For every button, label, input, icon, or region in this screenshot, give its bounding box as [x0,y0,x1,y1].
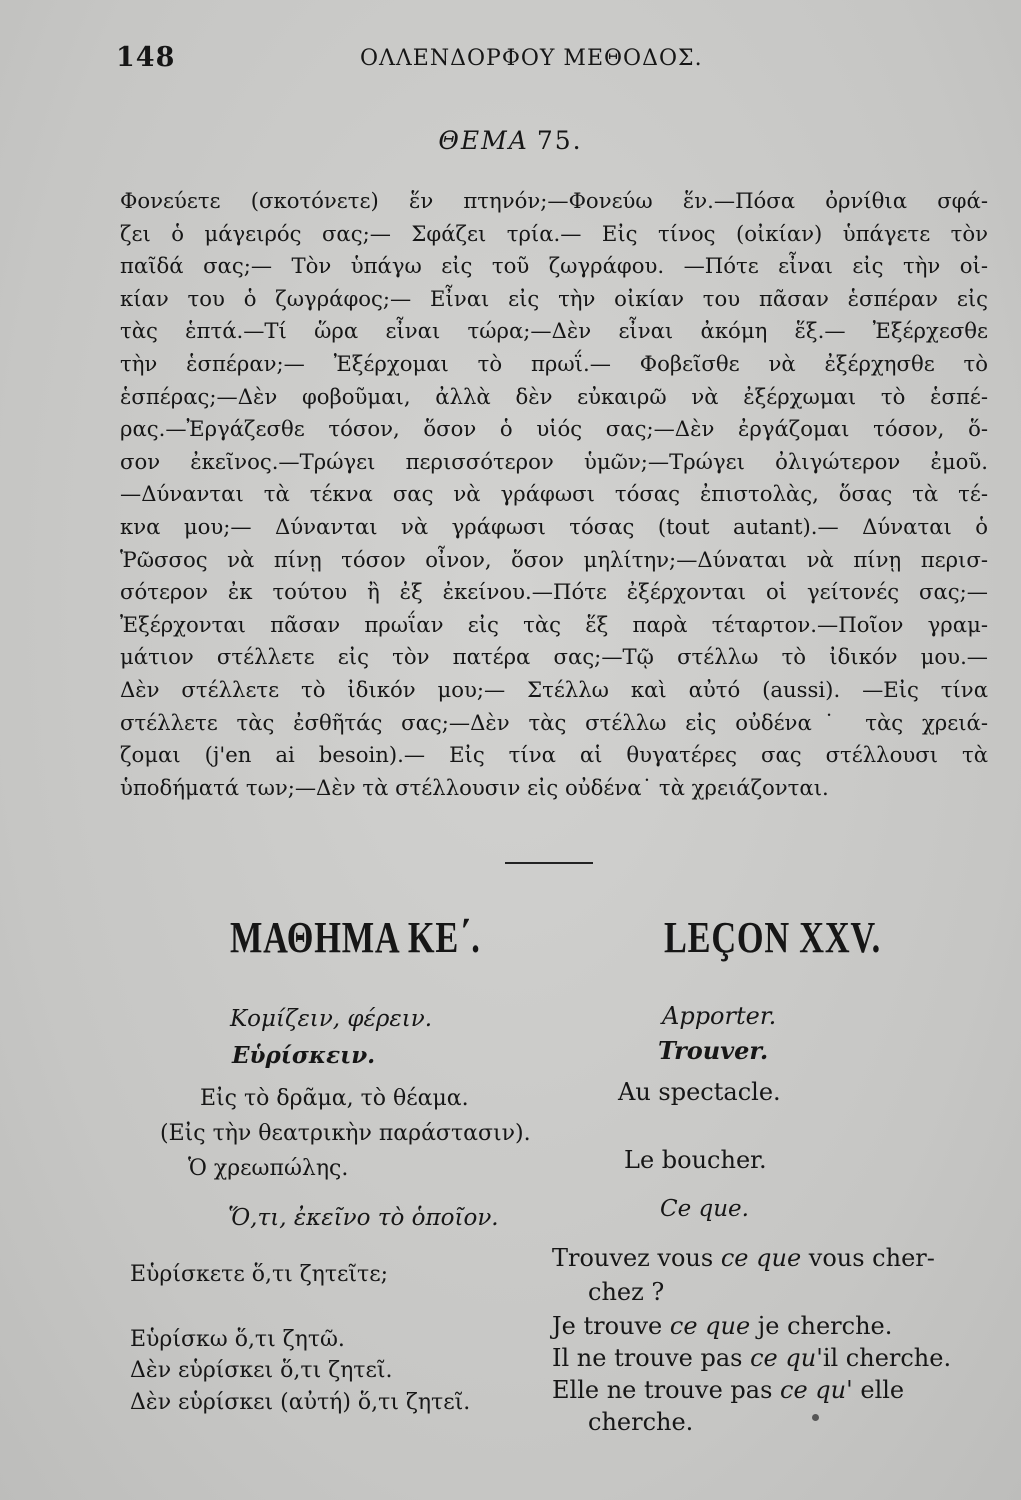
french-apporter: Apporter. [662,1002,777,1030]
french-example-2-emphasis: ce que [669,1312,751,1340]
exercise-line: τὴν ἑσπέραν;— Ἐξέρχομαι τὸ πρωΐ.— Φοβεῖσθε νὰ ἐξέρχησθε τὸ [120,350,988,376]
greek-spectacle-line1: Εἰς τὸ δρᾶμα, τὸ θέαμα. [200,1086,469,1111]
french-example-1 [552,1244,935,1272]
exercise-line: μάτιον στέλλετε εἰς τὸν πατέρα σας;—Τῷ στέλλω τὸ ἰδικόν μου.— [120,644,988,670]
french-example-3-emphasis: ce qu' [750,1344,823,1372]
exercise-line: ζει ὁ μάγειρός σας;— Σφάζει τρία.— Εἰς τίνος (οἰκίαν) ὑπάγετε τὸν [120,220,988,246]
french-example-1-text-a: Trouvez vous [552,1244,721,1272]
greek-verbs-line1: Κομίζειν, φέρειν. [230,1006,433,1032]
french-example-4-text-c: elle [852,1376,905,1404]
greek-verbs-line2: Εὑρίσκειν. [232,1042,376,1069]
theme-heading [0,126,1021,155]
french-example-4 [552,1376,904,1404]
french-example-1-text-c: vous cher- [801,1244,935,1272]
exercise-line: σον ἐκεῖνος.—Τρώγει περισσότερον ὑμῶν;—Τρώγει ὀλιγώτερον ἐμοῦ. [120,448,988,474]
exercise-line: Δὲν στέλλετε τὸ ἰδικόν μου;— Στέλλω καὶ αὐτό (aussi). —Εἰς τίνα [120,676,988,702]
exercise-line: ὑποδήματά των;—Δὲν τὰ στέλλουσιν εἰς οὐδένα˙ τὰ χρειάζονται. [120,774,829,800]
exercise-line: κνα μου;— Δύνανται νὰ γράφωσι τόσας (tout autant).— Δύναται ὁ [120,513,988,539]
lesson-title-french: LEÇON XXV. [664,913,881,962]
lesson-title-greek: ΜΑΘΗΜΑ ΚΕ΄. [230,913,481,962]
exercise-line: —Δύνανται τὰ τέκνα σας νὰ γράφωσι τόσας ἐπιστολὰς, ὅσας τὰ τέ- [120,481,988,507]
french-example-2-text-c: je cherche. [750,1312,893,1340]
french-example-3 [552,1344,951,1372]
french-example-4-emphasis: ce qu' [780,1376,853,1404]
greek-example-4: Δὲν εὑρίσκει (αὐτή) ὅ,τι ζητεῖ. [130,1390,471,1415]
page-header [110,42,940,82]
greek-butcher: Ὁ χρεωπώλης. [188,1156,349,1181]
greek-example-2: Εὑρίσκω ὅ,τι ζητῶ. [130,1327,345,1352]
exercise-line: Ἐξέρχονται πᾶσαν πρωΐαν εἰς τὰς ἕξ παρὰ τέταρτον.—Ποῖον γραμ- [120,611,988,637]
exercise-line: ρας.—Ἐργάζεσθε τόσον, ὅσον ὁ υἱός σας;—Δὲν ἐργάζομαι τόσον, ὅ- [120,416,988,442]
exercise-line: στέλλετε τὰς ἐσθῆτάς σας;—Δὲν τὰς στέλλω εἰς οὐδένα˙ τὰς χρειά- [120,709,988,735]
french-example-4-text-a: Elle ne trouve pas [552,1376,781,1404]
exercise-line: ζομαι (j'en ai besoin).— Εἰς τίνα αἱ θυγατέρες σας στέλλουσι τὰ [120,742,988,768]
page-number: 148 [116,42,176,73]
french-example-3-text-c: il cherche. [822,1344,952,1372]
french-example-3-text-a: Il ne trouve pas [552,1344,751,1372]
exercise-line: Φονεύετε (σκοτόνετε) ἕν πτηνόν;—Φονεύω ἕν.—Πόσα ὀρνίθια σφά- [120,188,988,213]
greek-example-1: Εὑρίσκετε ὅ,τι ζητεῖτε; [130,1262,389,1287]
french-spectacle: Au spectacle. [618,1078,781,1106]
exercise-line: Ῥῶσσος νὰ πίνῃ τόσον οἶνον, ὅσον μηλίτην;—Δύναται νὰ πίνῃ περισ- [120,546,988,572]
theme-label: ΘΕΜΑ [438,126,529,155]
french-example-4-cont: cherche. [588,1408,694,1436]
french-example-2-text-a: Je trouve [552,1312,670,1340]
french-ce-que: Ce que. [660,1196,749,1222]
greek-ce-que: Ὅ,τι, ἐκεῖνο τὸ ὁποῖον. [228,1205,499,1231]
theme-number: 75. [536,126,583,155]
exercise-line: σότερον ἐκ τούτου ἢ ἐξ ἐκείνου.—Πότε ἐξέρχονται οἱ γείτονές σας;— [120,579,988,605]
exercise-line: ἑσπέρας;—Δὲν φοβοῦμαι, ἀλλὰ δὲν εὐκαιρῶ νὰ ἐξέρχωμαι τὸ ἑσπέ- [120,383,988,409]
ink-speck [812,1414,819,1421]
exercise-line: παῖδά σας;— Τὸν ὑπάγω εἰς τοῦ ζωγράφου. —Πότε εἶναι εἰς τὴν οἰ- [120,253,988,279]
french-trouver: Trouver. [658,1036,769,1065]
french-example-1-emphasis: ce que [720,1244,802,1272]
greek-spectacle-line2: (Εἰς τὴν θεατρικὴν παράστασιν). [160,1121,531,1146]
greek-example-3: Δὲν εὑρίσκει ὅ,τι ζητεῖ. [130,1358,393,1383]
exercise-line: τὰς ἑπτά.—Τί ὥρα εἶναι τώρα;—Δὲν εἶναι ἀκόμη ἕξ.— Ἐξέρχεσθε [120,318,988,344]
exercise-paragraph [120,185,988,804]
french-example-2 [552,1312,892,1340]
french-butcher: Le boucher. [624,1146,767,1174]
section-divider [505,862,593,864]
running-title: ΟΛΛΕΝΔΟΡΦΟΥ ΜΕΘΟΔΟΣ. [360,46,703,71]
exercise-line: κίαν του ὁ ζωγράφος;— Εἶναι εἰς τὴν οἰκίαν του πᾶσαν ἑσπέραν εἰς [120,285,988,311]
french-example-1-cont: chez ? [588,1278,665,1306]
